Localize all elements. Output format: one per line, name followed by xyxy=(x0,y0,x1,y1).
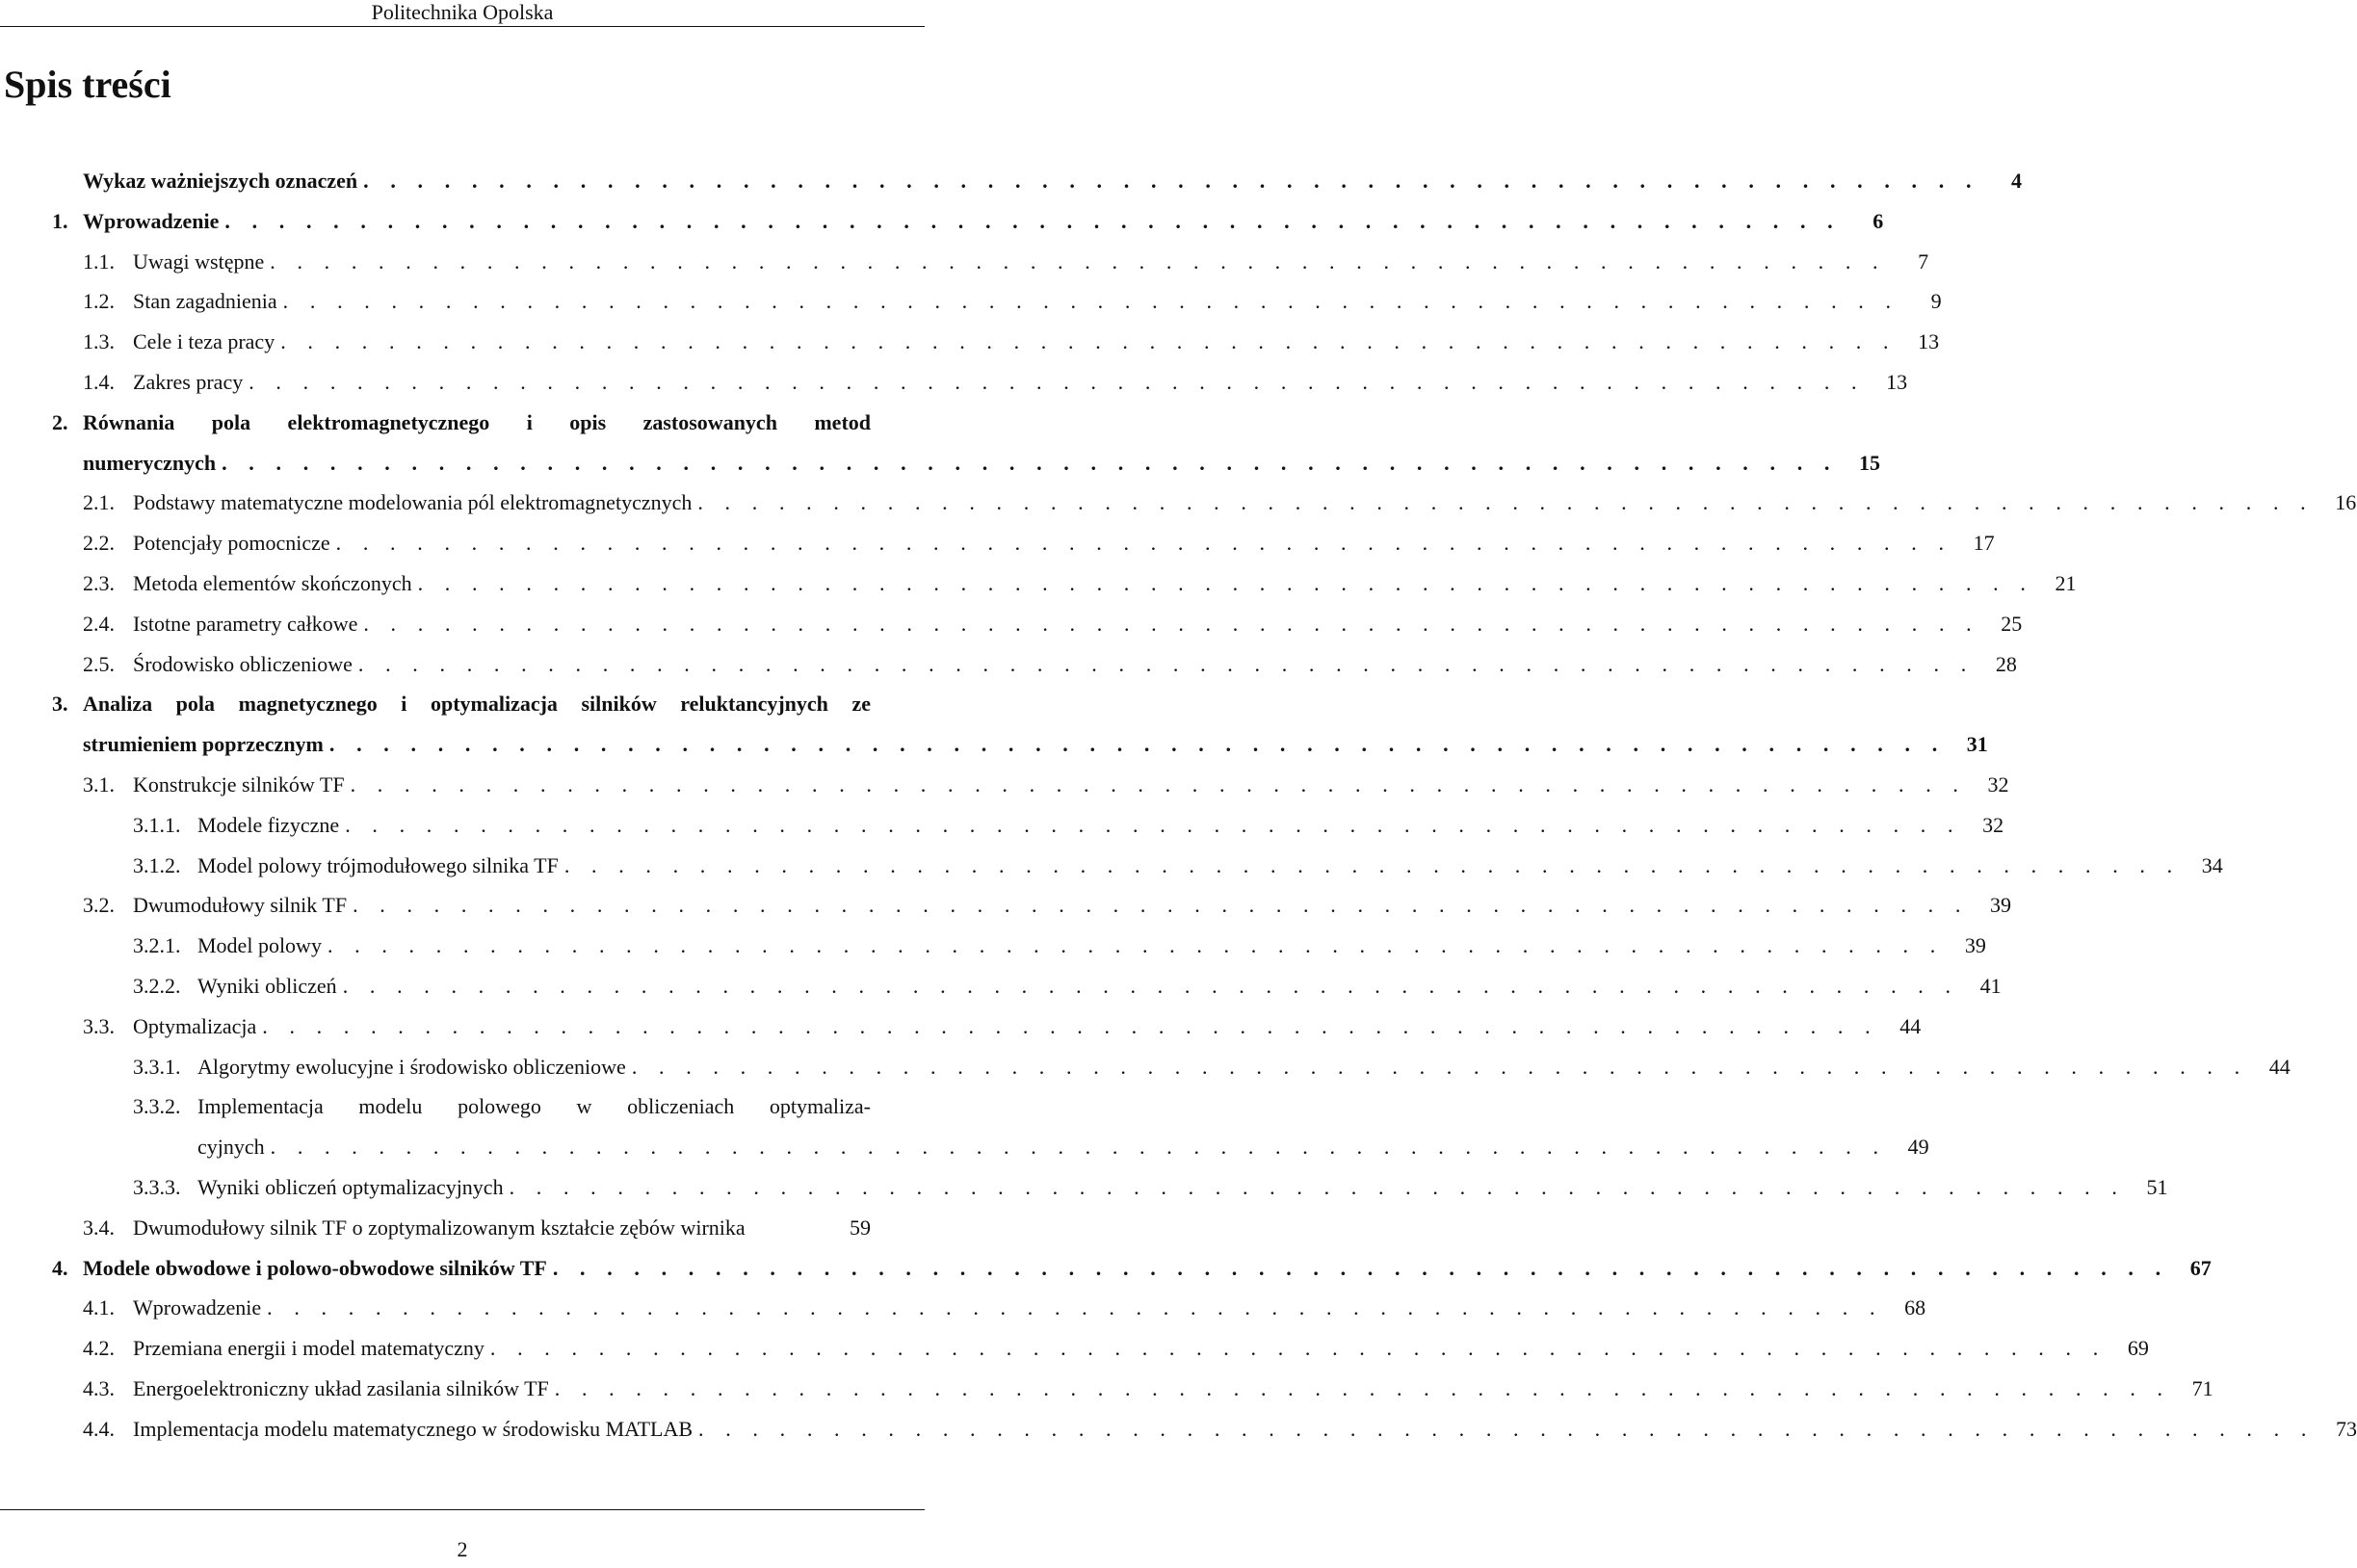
toc-entry-title: Modele obwodowe i polowo-obwodowe silników TF xyxy=(83,1255,547,1280)
toc-entry-number: 1.3. xyxy=(83,329,115,354)
toc-entry[interactable] xyxy=(52,162,2023,200)
toc-entry-number: 4.2. xyxy=(83,1336,115,1361)
toc-entry-number: 4. xyxy=(52,1255,68,1280)
toc-entry[interactable] xyxy=(83,564,2077,603)
toc-entry-dot-leader: . . . . . . . . . . . . . . . . . . . . . . . . . . . . . . . . . . . . . . . . . . . . . . . . . . . . . . . . . . . . xyxy=(267,1295,1884,1320)
toc-entry-page-number: 39 xyxy=(1989,893,2011,918)
toc-entry-dot-leader: . . . . . . . . . . . . . . . . . . . . . . . . . . . . . . . . . . . . . . . . . . . . . . . . . . . . . . . . . . . . xyxy=(417,571,2034,595)
toc-entry[interactable] xyxy=(83,886,2011,925)
toc-entry-number: 3.2.1. xyxy=(133,933,181,958)
toc-entry-number: 3.1. xyxy=(83,772,115,797)
toc-entry-page-number: 69 xyxy=(2127,1336,2149,1361)
toc-entry-dot-leader: . . . . . . . . . . . . . . . . . . . . . . . . . . . . . . . . . . . . . . . . . . . . . . . . . . . . . . . . . . . . xyxy=(631,1054,2248,1079)
toc-entry-page-number: 41 xyxy=(1979,974,2002,998)
toc-entry-title: Środowisko obliczeniowe xyxy=(133,651,353,676)
toc-entry-number: 3.2. xyxy=(83,893,115,918)
toc-entry-number: 3.3.1. xyxy=(133,1054,181,1079)
toc-entry-title: Implementacja modelu matematycznego w środowisku MATLAB xyxy=(133,1416,694,1441)
toc-entry[interactable] xyxy=(133,1087,1929,1160)
toc-entry-number: 3.3.2. xyxy=(133,1094,181,1119)
toc-entry-number: 3.4. xyxy=(83,1215,115,1240)
toc-entry-number: 4.3. xyxy=(83,1376,115,1400)
toc-entry-page-number: 28 xyxy=(1995,651,2017,676)
toc-entry-dot-leader: . . . . . . . . . . . . . . . . . . . . . . . . . . . . . . . . . . . . . . . . . . . . . . . . . . . . . . . . . . . . xyxy=(222,450,1838,475)
toc-entry-title: numerycznych xyxy=(83,450,217,475)
toc-entry[interactable] xyxy=(52,1249,2212,1288)
toc-entry-page-number: 31 xyxy=(1966,732,1988,757)
toc-entry-page-number: 6 xyxy=(1873,208,1884,233)
toc-entry-dot-leader: . . . . . . . . . . . . . . . . . . . . . . . . . . . . . . . . . . . . . . . . . . . . . . . . . . . . . . . . . . . . xyxy=(363,169,1980,193)
toc-entry[interactable] xyxy=(83,524,1995,562)
toc-entry-title: Wprowadzenie xyxy=(83,208,220,233)
toc-entry[interactable] xyxy=(52,685,1988,757)
toc-entry-page-number: 71 xyxy=(2191,1376,2213,1400)
toc-entry-title-line1: Implementacja modelu polowego w obliczeniach optymaliza- xyxy=(197,1094,871,1119)
toc-entry-number: 2.3. xyxy=(83,571,115,595)
toc-entry-number: 3.1.1. xyxy=(133,812,181,837)
toc-entry-page-number: 32 xyxy=(1982,812,2004,837)
toc-entry-dot-leader: . . . . . . . . . . . . . . . . . . . . . . . . . . . . . . . . . . . . . . . . . . . . . . . . . . . . . . . . . . . . xyxy=(357,651,1975,676)
toc-entry-dot-leader: . . . . . . . . . . . . . . . . . . . . . . . . . . . . . . . . . . . . . . . . . . . . . . . . . . . . . . . . . . . . xyxy=(327,933,1944,958)
toc-entry-dot-leader: . . . . . . . . . . . . . . . . . . . . . . . . . . . . . . . . . . . . . . . . . . . . . . . . . . . . . . . . . . . . xyxy=(345,812,1962,837)
toc-entry-dot-leader: . . . . . . . . . . . . . . . . . . . . . . . . . . . . . . . . . . . . . . . . . . . . . . . . . . . . . . . . . . . . xyxy=(270,248,1887,274)
toc-entry-title: Stan zagadnienia xyxy=(133,289,277,314)
toc-entry-page-number: 49 xyxy=(1907,1135,1929,1160)
toc-entry-page-number: 21 xyxy=(2055,571,2077,595)
toc-entry-title: Wykaz ważniejszych oznaczeń xyxy=(83,169,358,193)
toc-entry[interactable] xyxy=(83,1209,871,1247)
toc-entry-page-number: 25 xyxy=(2001,611,2023,636)
toc-entry-page-number: 9 xyxy=(1930,289,1942,314)
toc-entry-page-number: 73 xyxy=(2335,1416,2357,1441)
toc-entry[interactable] xyxy=(83,282,1942,321)
toc-entry[interactable] xyxy=(83,483,2357,522)
toc-entry-title: Przemiana energii i model matematyczny xyxy=(133,1336,484,1361)
toc-entry-dot-leader: . . . . . . . . . . . . . . . . . . . . . . . . . . . . . . . . . . . . . . . . . . . . . . . . . . . . . . . . . . . . xyxy=(552,1255,2169,1280)
toc-entry-title: cyjnych xyxy=(197,1135,265,1160)
toc-entry-page-number: 67 xyxy=(2189,1255,2212,1280)
toc-entry-number: 4.1. xyxy=(83,1295,115,1320)
toc-entry-title: Cele i teza pracy xyxy=(133,329,275,354)
toc-entry-page-number: 15 xyxy=(1859,450,1880,475)
toc-entry-number: 2.4. xyxy=(83,611,115,636)
toc-entry-number: 3.2.2. xyxy=(133,974,181,998)
toc-entry-title: strumieniem poprzecznym xyxy=(83,732,324,757)
toc-entry[interactable] xyxy=(83,1410,2357,1449)
toc-entry-number: 2.2. xyxy=(83,531,115,556)
toc-entry[interactable] xyxy=(83,645,2017,684)
toc-entry-title: Model polowy trójmodułowego silnika TF xyxy=(197,852,559,877)
toc-entry-dot-leader: . . . . . . . . . . . . . . . . . . . . . . . . . . . . . . . . . . . . . . . . . . . . . . . . . . . . . . . . . . . . xyxy=(282,289,1899,314)
toc-entry[interactable] xyxy=(83,323,1940,361)
toc-entry-dot-leader xyxy=(746,1209,836,1247)
toc-entry[interactable] xyxy=(83,363,1908,402)
toc-entry[interactable] xyxy=(83,1289,1926,1327)
toc-entry-number: 1.2. xyxy=(83,289,115,314)
toc-entry-number: 2.1. xyxy=(83,490,115,515)
toc-entry-title: Modele fizyczne xyxy=(197,812,340,837)
toc-entry-page-number: 13 xyxy=(1886,370,1908,394)
toc-entry-title: Optymalizacja xyxy=(133,1013,257,1038)
toc-entry-dot-leader: . . . . . . . . . . . . . . . . . . . . . . . . . . . . . . . . . . . . . . . . . . . . . . . . . . . . . . . . . . . . xyxy=(697,490,2315,515)
toc-entry-dot-leader: . . . . . . . . . . . . . . . . . . . . . . . . . . . . . . . . . . . . . . . . . . . . . . . . . . . . . . . . . . . . xyxy=(335,531,1952,556)
toc-entry-page-number: 17 xyxy=(1973,531,1995,556)
toc-entry-dot-leader: . . . . . . . . . . . . . . . . . . . . . . . . . . . . . . . . . . . . . . . . . . . . . . . . . . . . . . . . . . . . xyxy=(489,1336,2107,1361)
toc-entry-dot-leader: . . . . . . . . . . . . . . . . . . . . . . . . . . . . . . . . . . . . . . . . . . . . . . . . . . . . . . . . . . . . xyxy=(563,852,2181,877)
toc-entry-title: Uwagi wstępne xyxy=(133,248,265,274)
toc-entry-title: Podstawy matematyczne modelowania pól elektromagnetycznych xyxy=(133,490,693,515)
toc-entry-title-line1: Równania pola elektromagnetycznego i opis zastosowanych metod xyxy=(83,409,871,434)
toc-entry[interactable] xyxy=(83,1370,2213,1408)
toc-entry-page-number: 34 xyxy=(2201,852,2223,877)
toc-entry-dot-leader: . . . . . . . . . . . . . . . . . . . . . . . . . . . . . . . . . . . . . . . . . . . . . . . . . . . . . . . . . . . . xyxy=(698,1416,2315,1441)
toc-entry-number: 3.3. xyxy=(83,1013,115,1038)
toc-entry-title: Algorytmy ewolucyjne i środowisko obliczeniowe xyxy=(197,1054,626,1079)
toc-entry-title: Potencjały pomocnicze xyxy=(133,531,330,556)
toc-entry-title: Istotne parametry całkowe xyxy=(133,611,358,636)
toc-entry-page-number: 16 xyxy=(2335,490,2357,515)
toc-entry-title-line1: Analiza pola magnetycznego i optymalizacja silników reluktancyjnych ze xyxy=(83,692,871,717)
toc-entry-page-number: 4 xyxy=(2011,169,2023,193)
toc-entry-page-number: 68 xyxy=(1904,1295,1926,1320)
toc-entry-number: 3. xyxy=(52,692,68,717)
toc-entry-dot-leader: . . . . . . . . . . . . . . . . . . . . . . . . . . . . . . . . . . . . . . . . . . . . . . . . . . . . . . . . . . . . xyxy=(262,1013,1879,1038)
toc-entry-page-number: 51 xyxy=(2146,1175,2168,1199)
page-number: 2 xyxy=(457,1537,468,1561)
toc-entry[interactable] xyxy=(83,766,2009,804)
toc-entry[interactable] xyxy=(83,243,1929,281)
toc-entry-number: 1.4. xyxy=(83,370,115,394)
toc-entry-dot-leader: . . . . . . . . . . . . . . . . . . . . . . . . . . . . . . . . . . . . . . . . . . . . . . . . . . . . . . . . . . . . xyxy=(554,1376,2171,1400)
toc-entry-title: Konstrukcje silników TF xyxy=(133,772,345,797)
toc-entry-dot-leader: . . . . . . . . . . . . . . . . . . . . . . . . . . . . . . . . . . . . . . . . . . . . . . . . . . . . . . . . . . . . xyxy=(224,208,1842,233)
toc-entry-page-number: 39 xyxy=(1964,933,1986,958)
toc-entry-page-number: 32 xyxy=(1987,772,2009,797)
toc-entry-title: Zakres pracy xyxy=(133,370,244,394)
toc-entry-dot-leader: . . . . . . . . . . . . . . . . . . . . . . . . . . . . . . . . . . . . . . . . . . . . . . . . . . . . . . . . . . . . xyxy=(509,1175,2126,1199)
toc-entry-number: 3.3.3. xyxy=(133,1175,181,1199)
toc-entry-number: 1.1. xyxy=(83,248,115,274)
toc-entry-title: Metoda elementów skończonych xyxy=(133,571,412,595)
toc-entry-dot-leader: . . . . . . . . . . . . . . . . . . . . . . . . . . . . . . . . . . . . . . . . . . . . . . . . . . . . . . . . . . . . xyxy=(270,1135,1887,1160)
toc-entry[interactable] xyxy=(133,967,2002,1006)
toc-entry-page-number: 44 xyxy=(1899,1013,1922,1038)
toc-entry-dot-leader: . . . . . . . . . . . . . . . . . . . . . . . . . . . . . . . . . . . . . . . . . . . . . . . . . . . . . . . . . . . . xyxy=(328,732,1946,757)
toc-entry[interactable] xyxy=(52,202,1884,241)
toc-entry-dot-leader: . . . . . . . . . . . . . . . . . . . . . . . . . . . . . . . . . . . . . . . . . . . . . . . . . . . . . . . . . . . . xyxy=(249,370,1866,394)
toc-entry-title: Wprowadzenie xyxy=(133,1295,262,1320)
toc-entry-title: Model polowy xyxy=(197,933,322,958)
toc-entry[interactable] xyxy=(52,404,1880,475)
toc-entry-number: 2. xyxy=(52,409,68,434)
toc-entry[interactable] xyxy=(133,927,1986,965)
toc-entry-page-number: 13 xyxy=(1918,329,1940,354)
toc-entry-title: Wyniki obliczeń optymalizacyjnych xyxy=(197,1175,504,1199)
toc-entry-number: 1. xyxy=(52,208,68,233)
toc-entry-page-number: 44 xyxy=(2268,1054,2291,1079)
toc-entry[interactable] xyxy=(133,806,2004,845)
toc-entry[interactable] xyxy=(133,847,2223,885)
footer-rule xyxy=(0,1509,925,1510)
toc-entry[interactable] xyxy=(83,605,2023,643)
toc-entry-title: Energoelektroniczny układ zasilania silników TF xyxy=(133,1376,549,1400)
page-title: Spis treści xyxy=(4,63,171,106)
toc-entry[interactable] xyxy=(83,1329,2149,1368)
toc-entry-page-number: 59 xyxy=(850,1215,871,1240)
toc-entry-number: 3.1.2. xyxy=(133,852,181,877)
toc-entry-dot-leader: . . . . . . . . . . . . . . . . . . . . . . . . . . . . . . . . . . . . . . . . . . . . . . . . . . . . . . . . . . . . xyxy=(350,772,1967,797)
toc-entry-title: Dwumodułowy silnik TF o zoptymalizowanym kształcie zębów wirnika xyxy=(133,1215,746,1240)
toc-entry[interactable] xyxy=(83,1007,1922,1046)
toc-entry-dot-leader: . . . . . . . . . . . . . . . . . . . . . . . . . . . . . . . . . . . . . . . . . . . . . . . . . . . . . . . . . . . . xyxy=(342,974,1959,998)
toc-entry-dot-leader: . . . . . . . . . . . . . . . . . . . . . . . . . . . . . . . . . . . . . . . . . . . . . . . . . . . . . . . . . . . . xyxy=(280,329,1898,354)
toc-entry-dot-leader: . . . . . . . . . . . . . . . . . . . . . . . . . . . . . . . . . . . . . . . . . . . . . . . . . . . . . . . . . . . . xyxy=(363,611,1980,636)
toc-entry-title: Dwumodułowy silnik TF xyxy=(133,893,348,918)
running-header: Politechnika Opolska xyxy=(371,0,554,24)
toc-entry[interactable] xyxy=(133,1048,2291,1086)
toc-entry-page-number: 7 xyxy=(1918,248,1929,274)
toc-entry-dot-leader: . . . . . . . . . . . . . . . . . . . . . . . . . . . . . . . . . . . . . . . . . . . . . . . . . . . . . . . . . . . . xyxy=(353,893,1969,918)
toc-entry-number: 4.4. xyxy=(83,1416,115,1441)
toc-entry[interactable] xyxy=(133,1168,2168,1207)
toc-entry-title: Wyniki obliczeń xyxy=(197,974,337,998)
toc-entry-number: 2.5. xyxy=(83,651,115,676)
